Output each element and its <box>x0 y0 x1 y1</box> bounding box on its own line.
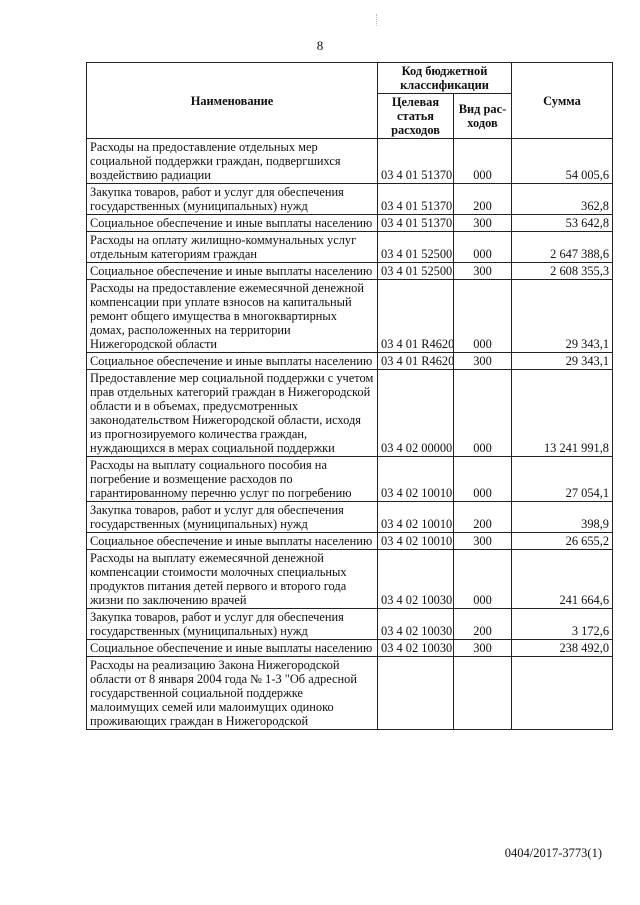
table-row <box>87 657 613 730</box>
row-sum <box>512 657 613 730</box>
table-row <box>87 232 613 263</box>
row-target-article: 03 4 01 51370 <box>378 184 454 215</box>
row-sum: 2 647 388,6 <box>512 232 613 263</box>
row-expense-type: 000 <box>454 232 512 263</box>
budget-table <box>86 62 613 730</box>
row-expense-type: 300 <box>454 353 512 370</box>
row-name: Расходы на выплату ежемесячной денежной компенсации стоимости молочных специальных продуктов питания детей первого и второго года жизни по заключению врачей <box>87 550 378 609</box>
row-name: Социальное обеспечение и иные выплаты населению <box>87 533 378 550</box>
table-row <box>87 353 613 370</box>
row-name: Расходы на предоставление отдельных мер социальной поддержки граждан, подвергшихся воздействию радиации <box>87 139 378 184</box>
row-sum: 362,8 <box>512 184 613 215</box>
row-target-article: 03 4 02 10030 <box>378 640 454 657</box>
table-row <box>87 609 613 640</box>
table-row <box>87 640 613 657</box>
row-target-article: 03 4 01 52500 <box>378 232 454 263</box>
row-expense-type: 300 <box>454 640 512 657</box>
row-expense-type: 000 <box>454 280 512 353</box>
row-name: Расходы на оплату жилищно-коммунальных услуг отдельным категориям граждан <box>87 232 378 263</box>
row-expense-type: 200 <box>454 184 512 215</box>
row-name: Расходы на предоставление ежемесячной денежной компенсации при уплате взносов на капитальный ремонт общего имущества в многоквартирных домах, расположенных на территории Нижегородской области <box>87 280 378 353</box>
header-target-article: Целевая статья расходов <box>378 94 454 139</box>
row-name: Социальное обеспечение и иные выплаты населению <box>87 640 378 657</box>
row-sum: 54 005,6 <box>512 139 613 184</box>
row-target-article: 03 4 02 10010 <box>378 457 454 502</box>
row-expense-type: 300 <box>454 263 512 280</box>
header-code-group: Код бюджетной классификации <box>378 63 512 94</box>
row-sum: 29 343,1 <box>512 353 613 370</box>
row-sum: 3 172,6 <box>512 609 613 640</box>
row-name: Расходы на реализацию Закона Нижегородской области от 8 января 2004 года № 1-З "Об адресной государственной социальной поддержке малоимущих семей или малоимущих одиноко проживающих граждан в Нижегородской <box>87 657 378 730</box>
table-row <box>87 370 613 457</box>
row-name: Закупка товаров, работ и услуг для обеспечения государственных (муниципальных) нужд <box>87 609 378 640</box>
row-name: Расходы на выплату социального пособия на погребение и возмещение расходов по гарантированному перечню услуг по погребению <box>87 457 378 502</box>
row-target-article: 03 4 01 R4620 <box>378 280 454 353</box>
row-name: Закупка товаров, работ и услуг для обеспечения государственных (муниципальных) нужд <box>87 184 378 215</box>
table-row <box>87 263 613 280</box>
table-row <box>87 533 613 550</box>
header-expense-type: Вид рас-ходов <box>454 94 512 139</box>
row-target-article: 03 4 02 10010 <box>378 533 454 550</box>
row-target-article: 03 4 02 10010 <box>378 502 454 533</box>
row-target-article: 03 4 02 10030 <box>378 609 454 640</box>
row-expense-type: 300 <box>454 215 512 232</box>
row-target-article <box>378 657 454 730</box>
row-expense-type: 000 <box>454 550 512 609</box>
header-name: Наименование <box>87 63 378 139</box>
row-expense-type: 000 <box>454 370 512 457</box>
row-sum: 238 492,0 <box>512 640 613 657</box>
row-expense-type: 000 <box>454 139 512 184</box>
row-expense-type: 200 <box>454 502 512 533</box>
row-sum: 26 655,2 <box>512 533 613 550</box>
table-row <box>87 184 613 215</box>
header-sum: Сумма <box>512 63 613 139</box>
page-number: 8 <box>316 38 324 53</box>
row-target-article: 03 4 01 51370 <box>378 215 454 232</box>
scan-artifact <box>376 14 378 26</box>
row-target-article: 03 4 02 10030 <box>378 550 454 609</box>
row-sum: 398,9 <box>512 502 613 533</box>
row-name: Социальное обеспечение и иные выплаты населению <box>87 353 378 370</box>
row-sum: 53 642,8 <box>512 215 613 232</box>
row-expense-type: 300 <box>454 533 512 550</box>
table-row <box>87 457 613 502</box>
row-expense-type: 200 <box>454 609 512 640</box>
row-target-article: 03 4 01 52500 <box>378 263 454 280</box>
row-sum: 27 054,1 <box>512 457 613 502</box>
row-expense-type: 000 <box>454 457 512 502</box>
table-row <box>87 550 613 609</box>
table-row <box>87 502 613 533</box>
document-code: 0404/2017-3773(1) <box>504 846 602 860</box>
table-row <box>87 215 613 232</box>
row-name: Закупка товаров, работ и услуг для обеспечения государственных (муниципальных) нужд <box>87 502 378 533</box>
row-sum: 2 608 355,3 <box>512 263 613 280</box>
row-sum: 29 343,1 <box>512 280 613 353</box>
table-row <box>87 280 613 353</box>
row-target-article: 03 4 02 00000 <box>378 370 454 457</box>
table-row <box>87 139 613 184</box>
row-expense-type <box>454 657 512 730</box>
row-sum: 241 664,6 <box>512 550 613 609</box>
row-target-article: 03 4 01 51370 <box>378 139 454 184</box>
row-name: Предоставление мер социальной поддержки с учетом прав отдельных категорий граждан в Нижегородской области и в объемах, предусмотренных законодательством Нижегородской области, исходя из прогнозируемого количества граждан, нуждающихся в мерах социальной поддержки <box>87 370 378 457</box>
row-name: Социальное обеспечение и иные выплаты населению <box>87 215 378 232</box>
row-target-article: 03 4 01 R4620 <box>378 353 454 370</box>
row-name: Социальное обеспечение и иные выплаты населению <box>87 263 378 280</box>
row-sum: 13 241 991,8 <box>512 370 613 457</box>
